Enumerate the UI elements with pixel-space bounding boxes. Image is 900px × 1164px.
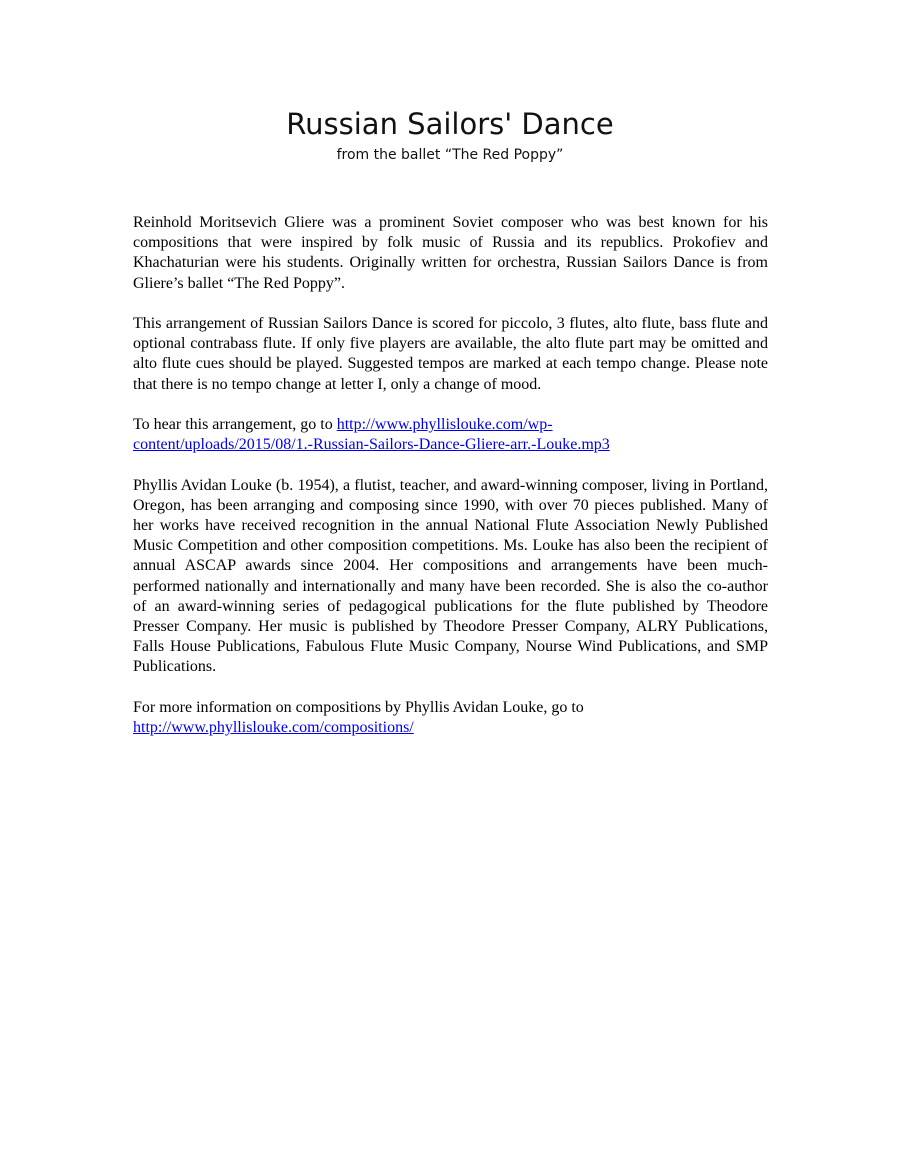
more-info-lead: For more information on compositions by Phyllis Avidan Louke, go to [133, 698, 584, 716]
paragraph-composer-bio: Reinhold Moritsevich Gliere was a prominent Soviet composer who was best known for his compositions that were inspired by folk music of Russia and its republics. Prokofiev and Khachaturian were his students. Originally written for orchestra, Russian Sailors Dance is from Gliere’s ballet “The Red Poppy”. [133, 214, 768, 292]
document-body [133, 213, 768, 758]
page-title: Russian Sailors' Dance [286, 107, 614, 141]
paragraph-arrangement-info: This arrangement of Russian Sailors Dance is scored for piccolo, 3 flutes, alto flute, bass flute and optional contrabass flute. If only five players are available, the alto flute part may be omitted and alto flute cues should be played. Suggested tempos are marked at each tempo change. Please note that there is no tempo change at letter I, only a change of mood. [133, 315, 768, 393]
compositions-link[interactable]: http://www.phyllislouke.com/compositions/ [133, 719, 414, 737]
page-subtitle: from the ballet “The Red Poppy” [336, 147, 564, 163]
audio-link-line1[interactable]: http://www.phyllislouke.com/wp- [336, 416, 553, 433]
paragraph-arranger-bio: Phyllis Avidan Louke (b. 1954), a flutist, teacher, and award-winning composer, living in Portland, Oregon, has been arranging and composing since 1990, with over 70 pieces published. Many of her works have received recognition in the annual National Flute Association Newly Published Music Competition and other composition competitions. Ms. Louke has also been the recipient of annual ASCAP awards since 2004. Her compositions and arrangements have been much-performed nationally and internationally and many have been recorded. She is also the co-author of an award-winning series of pedagogical publications for the flute published by Theodore Presser Company. Her music is published by Theodore Presser Company, ALRY Publications, Falls House Publications, Fabulous Flute Music Company, Nourse Wind Publications, and SMP Publications. [133, 476, 768, 676]
paragraph-audio-link [133, 415, 768, 455]
audio-link-line2[interactable]: content/uploads/2015/08/1.-Russian-Sailors-Dance-Gliere-arr.-Louke.mp3 [133, 436, 610, 454]
paragraph-more-info [133, 698, 768, 738]
audio-link-lead: To hear this arrangement, go to [133, 416, 337, 433]
